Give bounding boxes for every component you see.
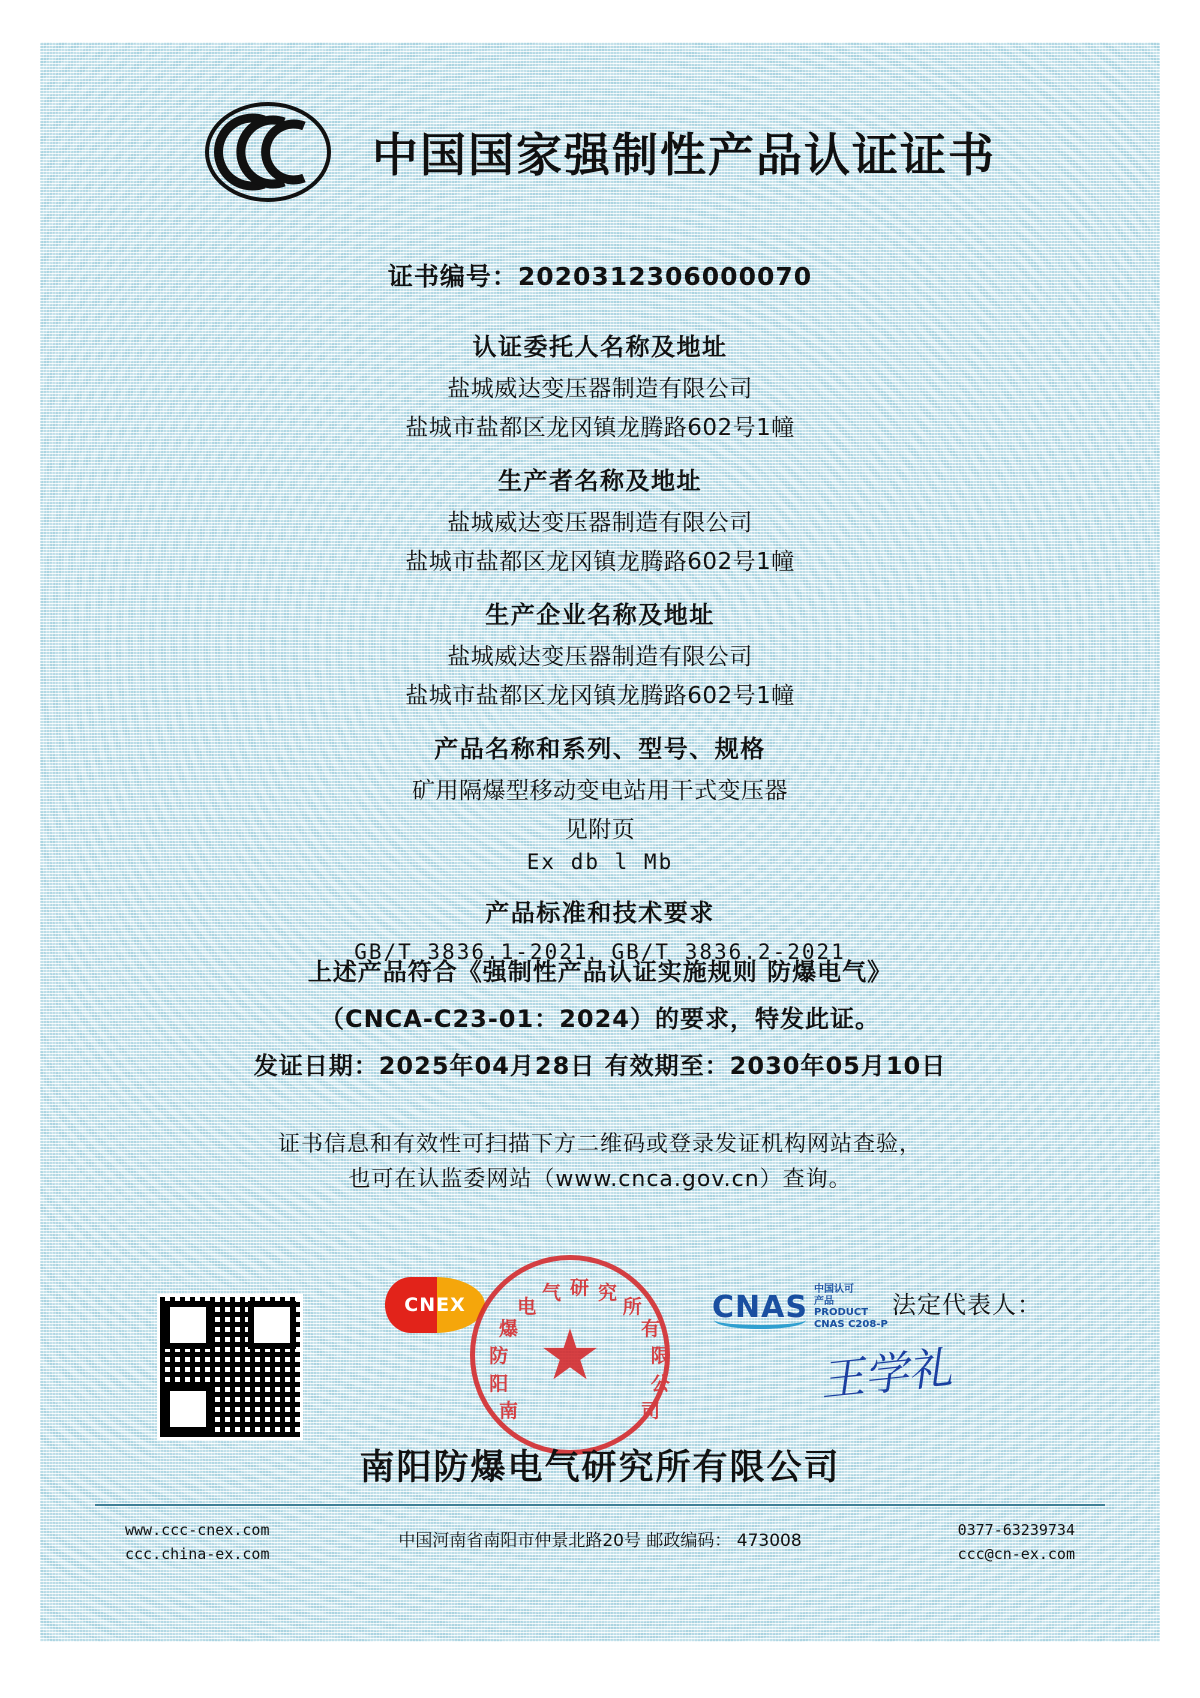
certificate-footer [95, 1514, 1105, 1584]
section-line: 矿用隔爆型移动变电站用干式变压器 [412, 778, 788, 804]
cnas-code-label: CNAS C208-P [813, 1318, 888, 1330]
footer-website-1[interactable]: www.ccc-cnex.com [125, 1521, 270, 1539]
statement-line-2: （CNCA-C23-01：2024）的要求，特发此证。 [319, 1005, 880, 1033]
cnas-product-label: PRODUCT [813, 1307, 869, 1318]
certificate-background [40, 42, 1160, 1642]
seal-star-icon: ★ [538, 1314, 602, 1396]
section-line-marking: Ex db l Mb [526, 850, 674, 874]
footer-email[interactable]: ccc@cn-ex.com [957, 1545, 1075, 1563]
statement-line-1: 上述产品符合《强制性产品认证实施规则 防爆电气》 [307, 958, 893, 986]
section-label: 产品名称和系列、型号、规格 [434, 735, 766, 763]
page-title: 中国国家强制性产品认证证书 [372, 128, 996, 182]
section-line: 盐城市盐都区龙冈镇龙腾路602号1幢 [405, 683, 795, 709]
section-product [40, 729, 1160, 874]
certificate-number: 证书编号：2020312306000070 [387, 262, 813, 291]
cnas-logo-text: CNAS [712, 1289, 808, 1325]
cnex-logo-icon [385, 1277, 485, 1333]
cnas-logo-icon [712, 1277, 902, 1337]
verification-note [40, 1127, 1160, 1197]
cnas-product-cn-label: 产品 [813, 1295, 834, 1307]
section-manufacturer [40, 595, 1160, 710]
section-line: 见附页 [564, 817, 636, 843]
section-line: 盐城威达变压器制造有限公司 [447, 376, 753, 402]
qr-code[interactable] [160, 1297, 300, 1437]
footer-website-2[interactable]: ccc.china-ex.com [125, 1545, 270, 1563]
footer-address: 中国河南省南阳市仲景北路20号 邮政编码： 473008 [398, 1531, 802, 1551]
section-line: 盐城威达变压器制造有限公司 [447, 644, 753, 670]
conformity-statement [40, 952, 1160, 1081]
verification-line-1: 证书信息和有效性可扫描下方二维码或登录发证机构网站查验， [277, 1132, 922, 1157]
certificate-body [40, 257, 1160, 972]
section-line-standard: GB/T 3836.1-2021，GB/T 3836.2-2021 [354, 940, 846, 964]
section-applicant [40, 327, 1160, 442]
marks-row [40, 1237, 1160, 1437]
issuer-name: 南阳防爆电气研究所有限公司 [359, 1448, 841, 1488]
section-label: 产品标准和技术要求 [485, 899, 715, 927]
statement-dates: 发证日期：2025年04月28日 有效期至：2030年05月10日 [253, 1052, 947, 1080]
cnas-cn-label: 中国认可 [813, 1284, 854, 1295]
certificate-header [40, 100, 1160, 204]
section-label: 认证委托人名称及地址 [472, 333, 728, 361]
section-label: 生产者名称及地址 [498, 467, 702, 495]
seal-ring-text: 南 阳 防 爆 电 气 研 究 所 有 限 公 司 [489, 1277, 670, 1422]
cnex-logo-text: CNEX [404, 1294, 466, 1316]
section-line: 盐城威达变压器制造有限公司 [447, 510, 753, 536]
section-line: 盐城市盐都区龙冈镇龙腾路602号1幢 [405, 549, 795, 575]
verification-line-2: 也可在认监委网站（www.cnca.gov.cn）查询。 [348, 1167, 852, 1193]
ccc-logo-icon [204, 100, 332, 204]
section-producer [40, 461, 1160, 576]
official-red-seal [470, 1255, 670, 1455]
footer-phone: 0377-63239734 [957, 1521, 1075, 1539]
section-line: 盐城市盐都区龙冈镇龙腾路602号1幢 [405, 415, 795, 441]
footer-divider [95, 1504, 1105, 1506]
signature: 王学礼 [817, 1342, 955, 1407]
legal-representative-label: 法定代表人： [892, 1291, 1042, 1319]
section-label: 生产企业名称及地址 [485, 601, 715, 629]
